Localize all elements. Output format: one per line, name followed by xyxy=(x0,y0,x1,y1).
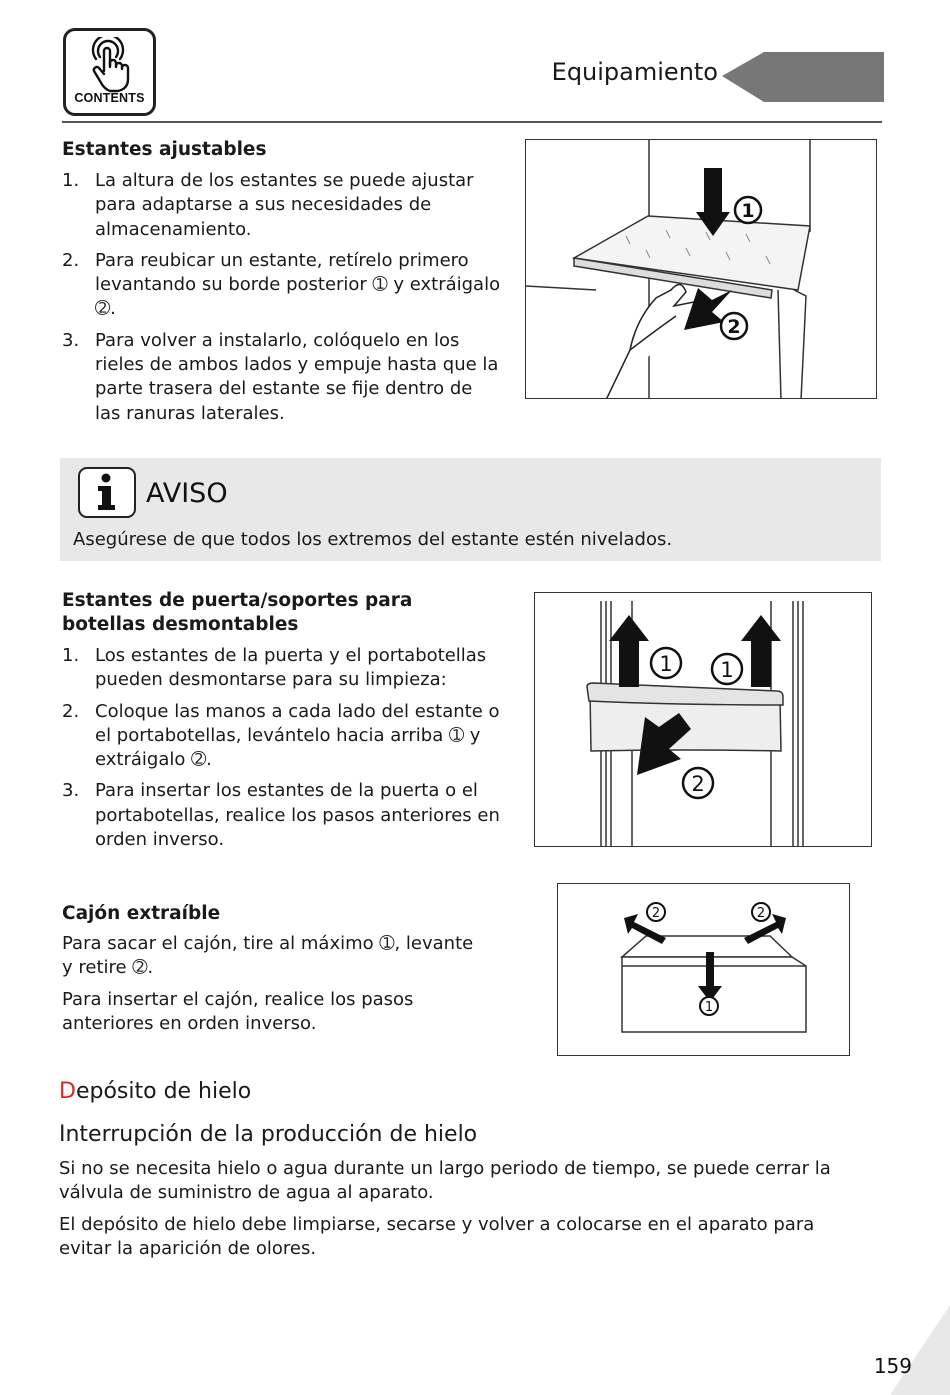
step-text: La altura de los estantes se puede ajustar para adaptarse a sus necesidades de almacenamiento. xyxy=(95,170,474,240)
adjustable-shelves-title: Estantes ajustables xyxy=(62,139,267,160)
step-text: Para reubicar un estante, retírelo primero levantando su borde posterior ➀ y extráigalo ➁. xyxy=(95,249,501,320)
marker-1: 1 xyxy=(741,200,755,222)
step-text: Para insertar los estantes de la puerta o el portabotellas, realice los pasos anteriores en orden inverso. xyxy=(95,780,500,851)
step-text: Para volver a instalarlo, colóquelo en los rieles de ambos lados y empuje hasta que la parte trasera del estante se fije dentro de las ranuras laterales. xyxy=(95,329,499,424)
step-number: 3. xyxy=(62,780,80,802)
shelf-removal-drawing xyxy=(526,140,877,399)
drawer-drawing xyxy=(558,884,850,1056)
list-item xyxy=(62,169,502,242)
page-number: 159 xyxy=(873,1354,912,1378)
page-section-title: Equipamiento xyxy=(551,58,718,86)
heading-rest: epósito de hielo xyxy=(75,1079,252,1104)
notice-title: AVISO xyxy=(146,478,228,509)
marker-1-right: 1 xyxy=(720,658,734,682)
contents-button[interactable] xyxy=(63,28,156,116)
drawer-paragraph: Para sacar el cajón, tire al máximo ➀, levante y retire ➁. xyxy=(62,933,474,979)
contents-label: CONTENTS xyxy=(74,91,145,105)
step-text: Coloque las manos a cada lado del estante o el portabotellas, levántelo hacia arriba ➀ y extráigalo ➁. xyxy=(95,700,500,771)
drawer-instructions xyxy=(62,932,482,1043)
list-item xyxy=(62,329,502,426)
ice-production-subheading: Interrupción de la producción de hielo xyxy=(59,1122,478,1147)
marker-2: 2 xyxy=(691,772,705,796)
ice-bin-paragraph: El depósito de hielo debe limpiarse, secarse y volver a colocarse en el aparato para evitar la aparición de olores. xyxy=(59,1213,815,1259)
step-text: Los estantes de la puerta y el portabotellas pueden desmontarse para su limpieza: xyxy=(95,645,487,691)
step-number: 2. xyxy=(62,700,80,722)
step-number: 1. xyxy=(62,645,80,666)
list-item xyxy=(62,779,502,852)
header-tab-shape xyxy=(722,52,884,102)
step-number: 1. xyxy=(62,170,80,191)
info-icon xyxy=(78,467,136,518)
drawer-illustration xyxy=(557,883,850,1056)
notice-box xyxy=(60,458,881,561)
door-shelf-illustration xyxy=(534,592,872,847)
ice-bin-heading xyxy=(59,1079,251,1104)
door-shelf-drawing xyxy=(535,593,872,847)
ice-bin-text xyxy=(59,1157,839,1268)
drawer-paragraph: Para insertar el cajón, realice los pasos anteriores en orden inverso. xyxy=(62,988,414,1034)
list-item xyxy=(62,700,502,773)
marker-2-left: 2 xyxy=(651,906,661,921)
touch-hand-icon xyxy=(88,37,134,93)
marker-1: 1 xyxy=(704,1000,714,1015)
door-shelves-title: Estantes de puerta/soportes para botellas desmontables xyxy=(62,590,413,635)
heading-accent-letter: D xyxy=(59,1079,76,1104)
shelf-removal-illustration xyxy=(525,139,877,399)
ice-bin-paragraph: Si no se necesita hielo o agua durante un largo periodo de tiempo, se puede cerrar la válvula de suministro de agua al aparato. xyxy=(59,1158,831,1204)
step-number: 2. xyxy=(62,249,80,271)
list-item xyxy=(62,249,502,322)
drawer-title: Cajón extraíble xyxy=(62,903,221,924)
step-number: 3. xyxy=(62,329,80,351)
page-corner-shape xyxy=(890,1305,950,1395)
marker-1-left: 1 xyxy=(659,652,673,676)
door-shelves-steps xyxy=(62,644,502,859)
list-item xyxy=(62,644,502,693)
marker-2: 2 xyxy=(727,316,741,338)
adjustable-shelves-steps xyxy=(62,169,502,433)
notice-text: Asegúrese de que todos los extremos del estante estén nivelados. xyxy=(73,529,673,550)
header-divider xyxy=(62,121,882,123)
marker-2-right: 2 xyxy=(756,906,766,921)
